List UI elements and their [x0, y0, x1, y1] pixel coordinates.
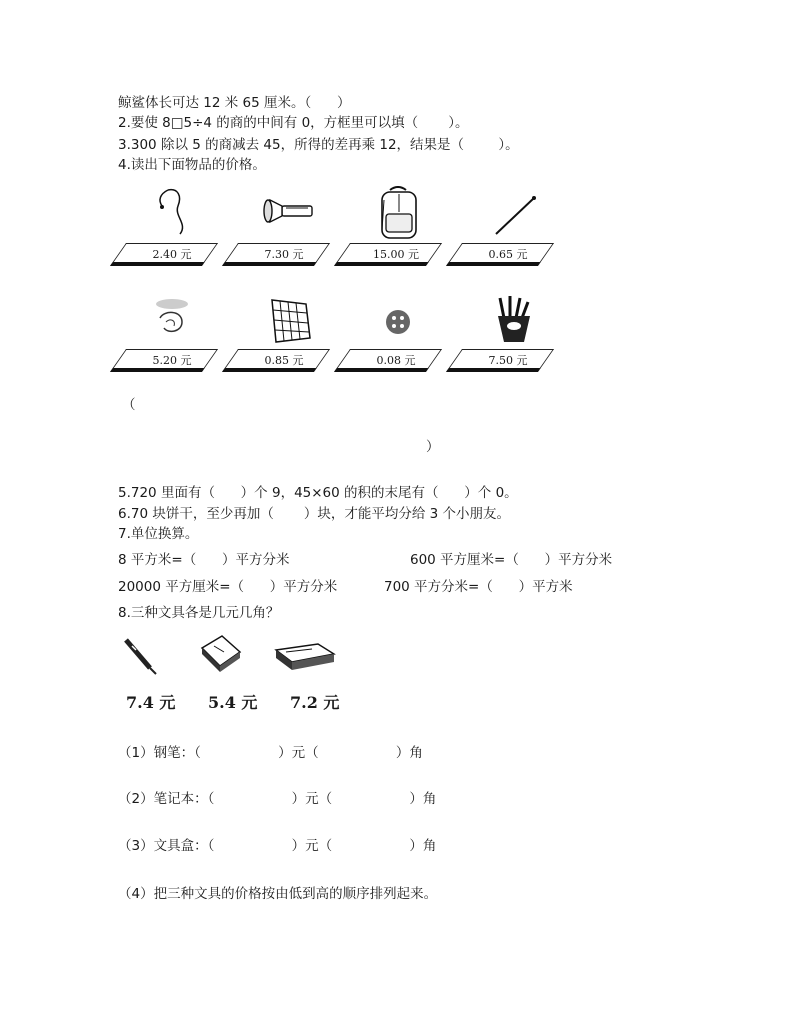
- unit-conversion-d: 700 平方分米=（ ）平方米: [384, 579, 573, 595]
- question-5: 5.720 里面有（ ）个 9，45×60 的积的末尾有（ ）个 0。: [118, 485, 518, 501]
- seashell-icon: [138, 292, 208, 348]
- unit-conversion-a: 8 平方米=（ ）平方分米: [118, 552, 290, 568]
- unit-conversion-c: 20000 平方厘米=（ ）平方分米: [118, 579, 338, 595]
- price-item-cloth: [230, 292, 350, 372]
- answer-close-paren: ）: [426, 439, 440, 455]
- price-label: 0.65 元: [488, 248, 528, 261]
- question-8-4: （4）把三种文具的价格按由低到高的顺序排列起来。: [118, 886, 438, 902]
- question-1-tail: 鲸鲨体长可达 12 米 65 厘米。（ ）: [118, 95, 351, 111]
- price-label: 15.00 元: [373, 248, 419, 261]
- fountain-pen-icon: [120, 634, 160, 678]
- answer-open-paren: （: [122, 397, 136, 413]
- fries-icon: [474, 292, 544, 348]
- price-item-backpack: [342, 186, 462, 266]
- unit-conversion-b: 600 平方厘米=（ ）平方分米: [410, 552, 613, 568]
- question-8: 8.三种文具各是几元几角？: [118, 605, 280, 621]
- price-label: 7.30 元: [264, 248, 304, 261]
- price-label: 0.08 元: [376, 354, 416, 367]
- price-label: 5.20 元: [152, 354, 192, 367]
- question-8-3: （3）文具盒：（ ）元（ ）角: [118, 838, 437, 854]
- price-item-fries: [454, 292, 574, 372]
- pencil-case-price: 7.2 元: [290, 693, 340, 712]
- notebook-price: 5.4 元: [208, 693, 258, 712]
- price-item-pen: [454, 186, 574, 266]
- price-label: 7.50 元: [488, 354, 528, 367]
- price-item-seashell: [118, 292, 238, 372]
- cable-icon: [138, 186, 208, 242]
- price-label: 2.40 元: [152, 248, 192, 261]
- flashlight-icon: [250, 186, 320, 242]
- price-item-cable: [118, 186, 238, 266]
- pen-icon: [474, 186, 544, 242]
- button-icon: [362, 292, 432, 348]
- price-label: 0.85 元: [264, 354, 304, 367]
- price-item-flashlight: [230, 186, 350, 266]
- cloth-icon: [250, 292, 320, 348]
- fountain-pen-price: 7.4 元: [126, 693, 176, 712]
- pencil-case-icon: [272, 640, 336, 674]
- question-8-2: （2）笔记本：（ ）元（ ）角: [118, 791, 437, 807]
- question-3: 3.300 除以 5 的商减去 45，所得的差再乘 12，结果是（ ）。: [118, 137, 519, 153]
- question-6: 6.70 块饼干，至少再加（ ）块，才能平均分给 3 个小朋友。: [118, 506, 511, 522]
- question-7: 7.单位换算。: [118, 526, 199, 542]
- question-8-1: （1）钢笔：（ ）元（ ）角: [118, 745, 423, 761]
- question-2: 2.要使 8□5÷4 的商的中间有 0，方框里可以填（ ）。: [118, 115, 469, 131]
- backpack-icon: [362, 186, 432, 242]
- question-4: 4.读出下面物品的价格。: [118, 157, 266, 173]
- price-item-button: [342, 292, 462, 372]
- notebook-icon: [196, 632, 244, 676]
